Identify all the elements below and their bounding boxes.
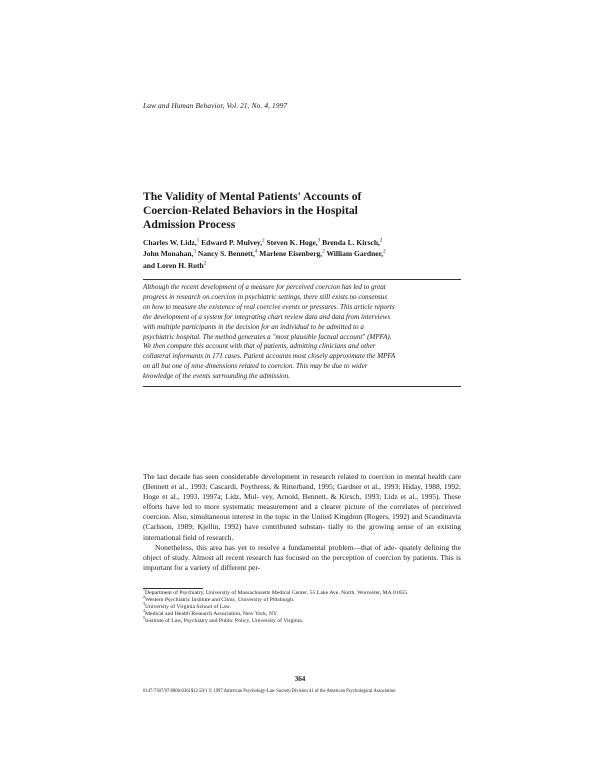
title-line: Coercion-Related Behaviors in the Hospital <box>143 204 358 218</box>
footnote-mark: 1 <box>143 587 145 593</box>
abstract-line: knowledge of the events surrounding the admission. <box>143 372 290 381</box>
author-affiliation-mark: 2 <box>383 249 386 255</box>
footnote-text: Institute of Law, Psychiatry and Public Policy, University of Virginia. <box>145 618 304 625</box>
author-affiliation-mark: 2 <box>379 238 383 244</box>
body-line: Nonetheless, this area has yet to resolve a fundamental problem—that of ade- <box>155 542 397 552</box>
footnotes <box>143 587 461 625</box>
author-affiliation-mark: 3 <box>193 249 196 255</box>
author-name: Marlene Eisenberg, <box>259 249 323 259</box>
abstract-line: collateral informants in 171 cases. Patient accounts most closely approximate the MPFA <box>143 352 396 361</box>
footnote-rule <box>143 588 203 589</box>
body-line: 1992) and Scandinavia (Carlsson, 1989; Kjellin, 1992) have contributed substan- <box>143 512 462 532</box>
author-affiliation-mark: 2 <box>322 249 325 255</box>
footnote-text: Western Psychiatric Institute and Clinic, University of Pittsburgh. <box>145 597 295 604</box>
author-list <box>143 237 463 271</box>
body-line: vey, Arnold, Bennett, & Kirsch, 1993; Lidz et al., 1995). These efforts have led to <box>143 492 461 512</box>
abstract-line: psychiatric hospital. The method generates a "most plausible factual account" (MPFA). <box>143 332 392 341</box>
author-name: Nancy S. Bennett, <box>197 249 255 259</box>
author-name: Charles W. Lidz, <box>143 238 197 247</box>
body-line: perception of coercion by patients. This is important for a variety of different per- <box>143 552 461 572</box>
body-line: coercion. Also, simultaneous interest in the topic in the United Kingdom (Rogers, <box>143 512 390 522</box>
abstract-line: progress in research on coercion in psychiatric settings, there still exists no consensus <box>143 292 388 301</box>
footnote-mark: 4 <box>143 608 145 614</box>
abstract <box>143 283 461 382</box>
page-number: 364 <box>294 675 306 683</box>
author-name: Edward P. Mulvey, <box>201 238 263 247</box>
body-line: tially to the growing sense of an existing international field of research. <box>143 522 461 542</box>
body-line: The last decade has seen considerable development in research related to coercion <box>143 472 395 481</box>
footnote-mark: 5 <box>143 615 145 621</box>
author-affiliation-mark: 1 <box>196 238 200 244</box>
abstract-line: We then compare this account with that of patients, admitting clinicians and other <box>143 342 376 351</box>
author-affiliation-mark: 2 <box>203 261 207 267</box>
footnote-mark: 2 <box>143 594 145 600</box>
abstract-line: the development of a system for integrating chart review data and data from interviews <box>143 312 391 321</box>
abstract-line: with multiple participants in the decision for an individual to be admitted to a <box>143 322 364 331</box>
abstract-line: on how to measure the existence of real coercive events or pressures. This article reports <box>143 302 395 311</box>
abstract-line: Although the recent development of a measure for perceived coercion has led to great <box>143 283 386 291</box>
title-line: The Validity of Mental Patients' Accounts of <box>143 190 362 203</box>
author-affiliation-mark: 3 <box>317 238 321 244</box>
author-name: and Loren H. Roth <box>143 260 204 270</box>
footnote-mark: 3 <box>143 601 145 607</box>
body-paragraph <box>143 543 461 573</box>
body-text <box>143 472 461 573</box>
journal-citation: Law and Human Behavior, Vol. 21, No. 4, 1997 <box>143 101 288 110</box>
footnote-text: Department of Psychiatry, University of Massachusetts Medical Center, 55 Lake Ave. North, Worcester, MA 01655. <box>145 590 409 596</box>
footnote <box>143 615 461 625</box>
footnote-text: Medical and Health Research Association, New York, NY. <box>145 611 278 618</box>
abstract-line: on all but one of nine dimensions related to coercion. This may be due to wider <box>143 362 368 371</box>
author-affiliation-mark: 4 <box>254 249 258 255</box>
body-line: 1995; Gardner et al., 1993; Hiday, 1988, 1992; Hoge et al., 1993, 1997a; Lidz, Mul- <box>143 482 462 502</box>
article-title <box>143 190 443 233</box>
abstract-bottom-rule <box>143 386 461 387</box>
footnote-text: University of Virginia School of Law. <box>145 604 231 611</box>
author-name: Steven K. Hoge, <box>266 238 318 247</box>
body-paragraph <box>143 472 461 543</box>
abstract-top-rule <box>143 279 461 280</box>
author-affiliation-mark: 2 <box>262 238 265 244</box>
title-line: Admission Process <box>143 218 236 232</box>
body-line: more systematic measurement and a clearer picture of the correlates of perceived <box>204 502 461 512</box>
author-name: John Monahan, <box>143 249 194 259</box>
body-line: quately defining the object of study. Almost all recent research has focused on the <box>143 542 462 562</box>
body-line: in mental health care (Bennett et al., 1993; Cascardi, Poythress, & Ritterband, <box>143 472 462 492</box>
author-name: Brenda L. Kirsch, <box>322 238 380 247</box>
author-name: William Gardner, <box>326 249 384 259</box>
copyright-line: 0147-7307/97/0800-0361$12.50/1 © 1997 American Psychology-Law Society/Division 41 of the American Psychological Association <box>143 689 396 694</box>
